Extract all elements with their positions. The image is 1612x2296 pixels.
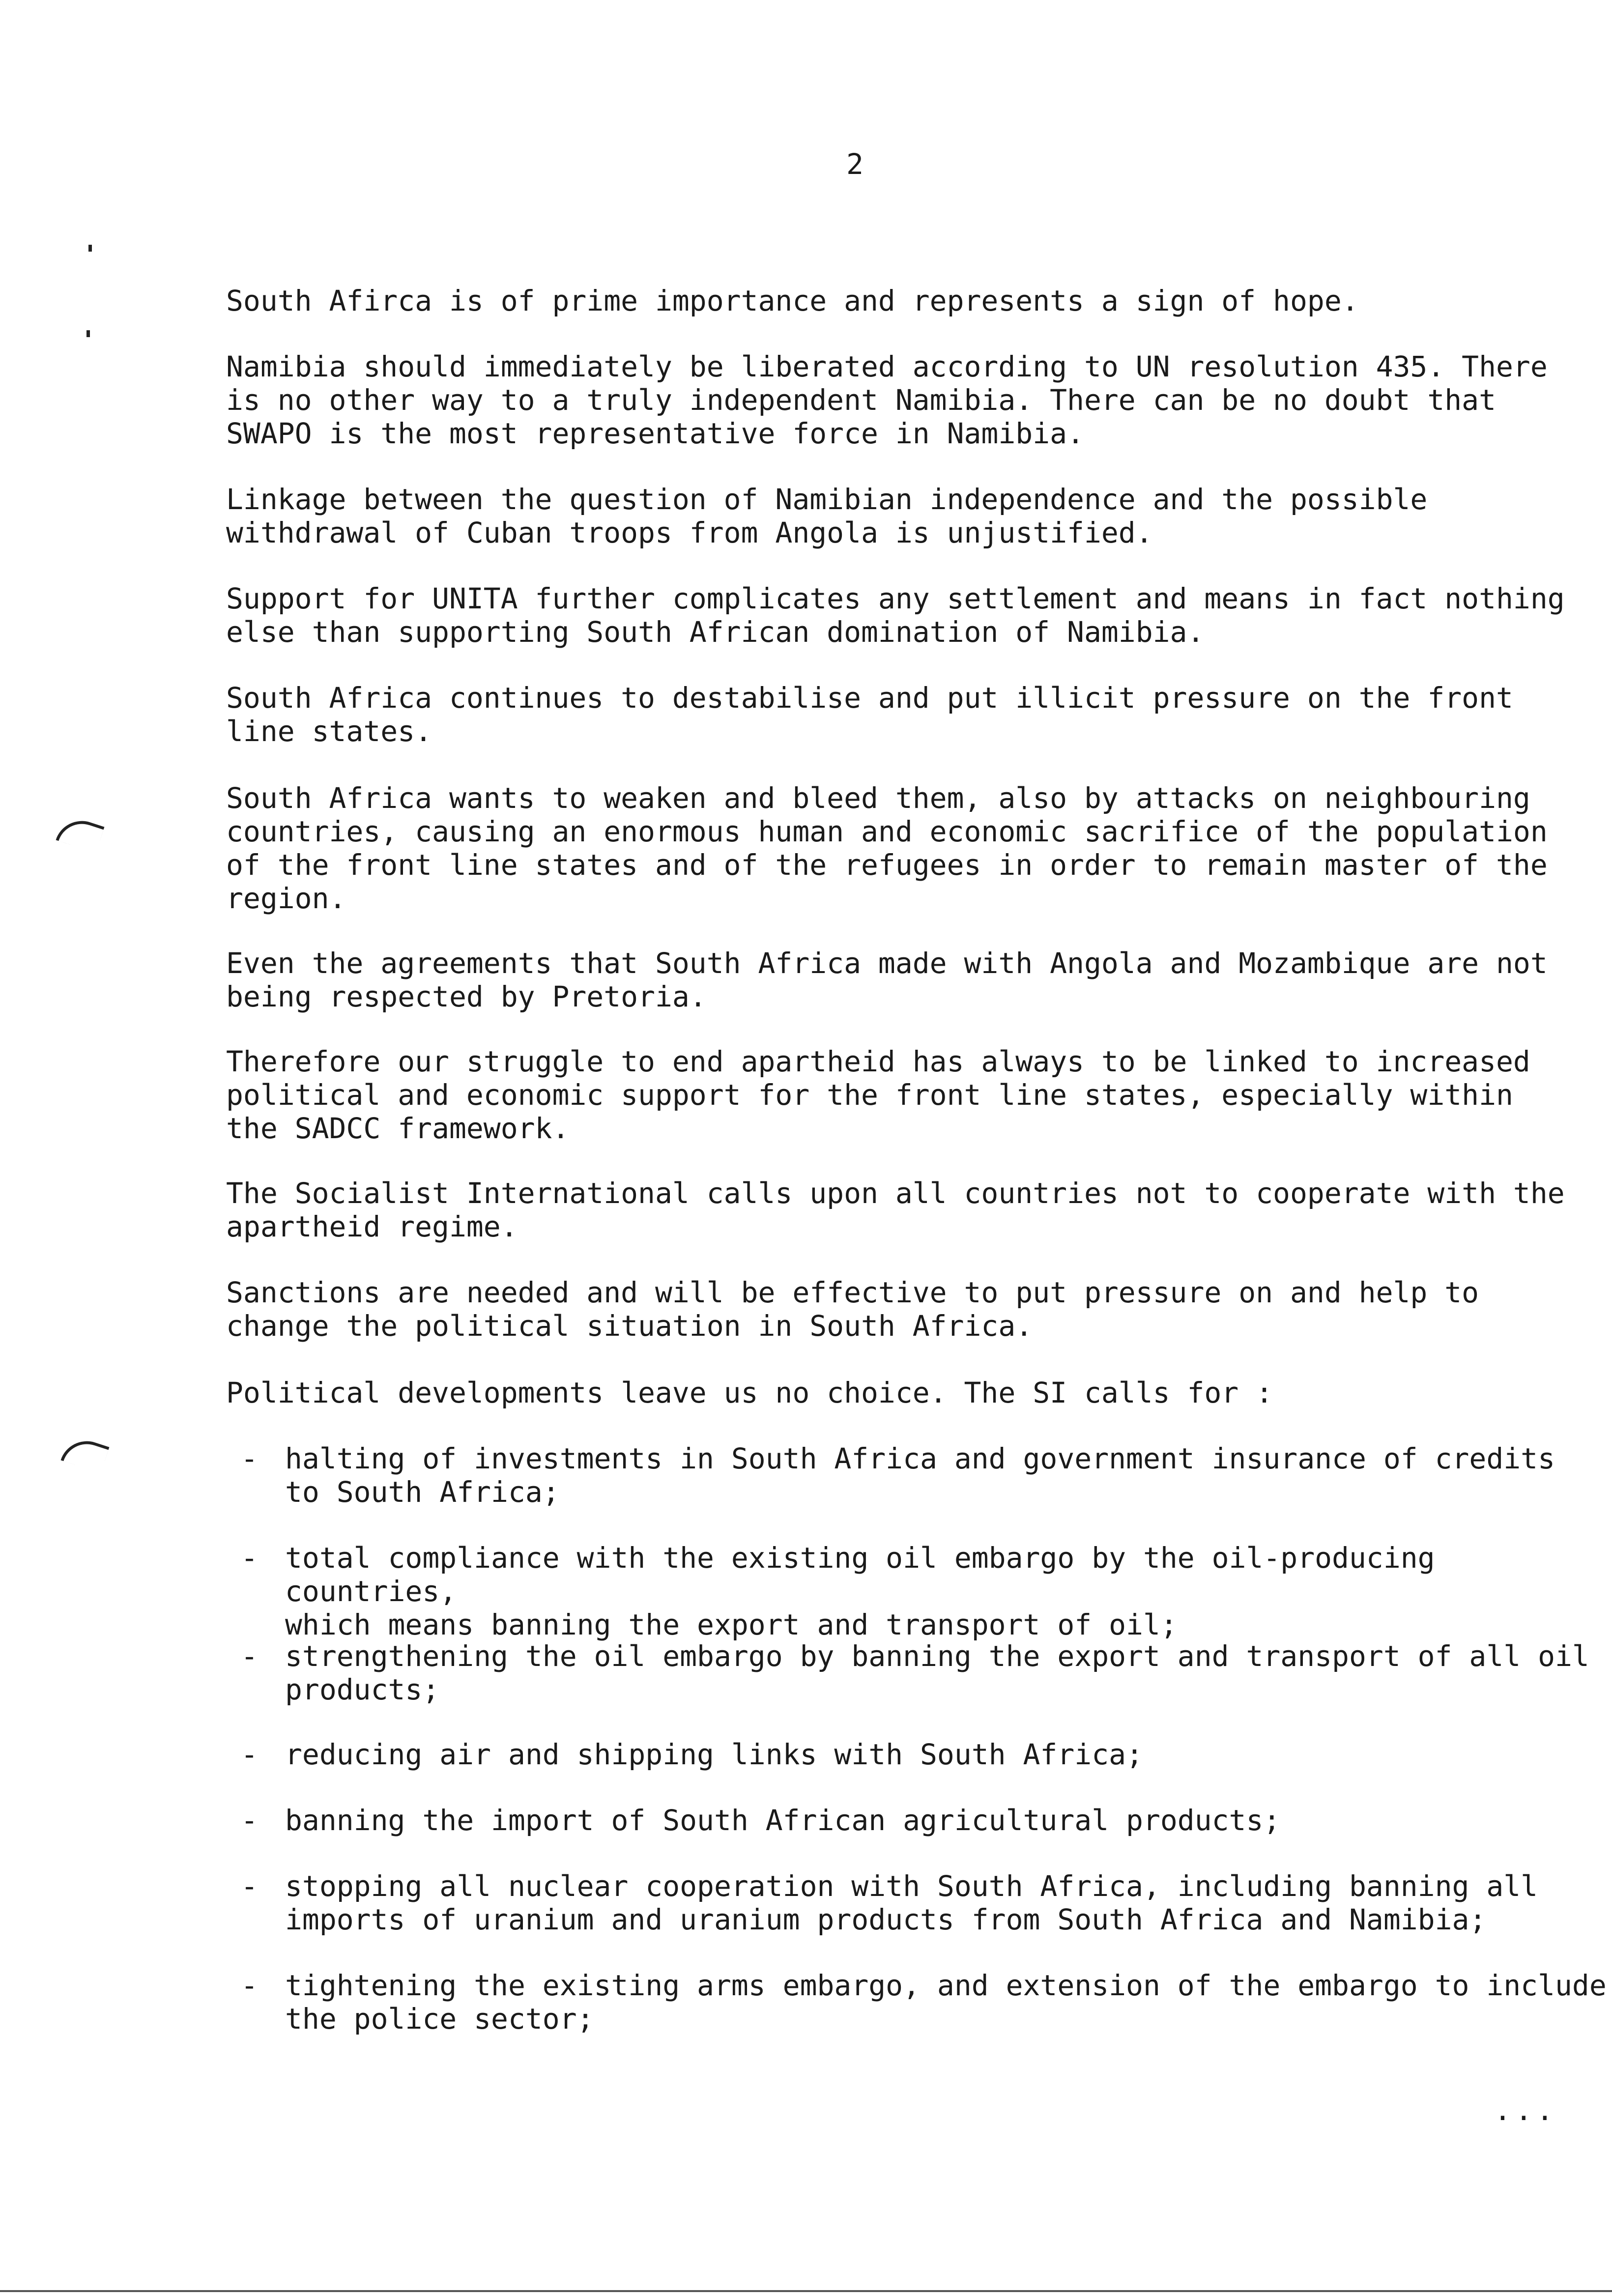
paragraph: Political developments leave us no choice. The SI calls for : xyxy=(226,1376,1273,1409)
scan-edge-line xyxy=(0,2290,1612,2292)
bullet-dash: - xyxy=(241,1969,258,2002)
paragraph: Sanctions are needed and will be effective to put pressure on and help to change the political situation in South Africa. xyxy=(226,1276,1479,1343)
paragraph: Linkage between the question of Namibian independence and the possible withdrawal of Cuban troops from Angola is unjustified. xyxy=(226,483,1428,549)
bullet-dash: - xyxy=(241,1541,258,1575)
list-item-text: total compliance with the existing oil embargo by the oil-producing countries, which means banning the export and transport of oil; xyxy=(285,1541,1435,1641)
paragraph: Therefore our struggle to end apartheid has always to be linked to increased political and economic support for the front line states, especially within the SADCC framework. xyxy=(226,1045,1530,1145)
list-item-text: stopping all nuclear cooperation with South Africa, including banning all imports of uranium and uranium products from South Africa and Namibia; xyxy=(285,1869,1538,1936)
margin-punch-mark xyxy=(56,814,104,853)
margin-mark xyxy=(86,330,90,337)
list-item-text: strengthening the oil embargo by banning the export and transport of all oil products; xyxy=(285,1639,1589,1706)
list-item-text: tightening the existing arms embargo, and extension of the embargo to include the police sector; xyxy=(285,1969,1607,2036)
bullet-dash: - xyxy=(241,1804,258,1837)
bullet-dash: - xyxy=(241,1869,258,1903)
paragraph: Namibia should immediately be liberated according to UN resolution 435. There is no other way to a truly independent Namibia. There can be no doubt that SWAPO is the most representative force in Namibia. xyxy=(226,350,1548,450)
bullet-dash: - xyxy=(241,1442,258,1475)
list-item-text: halting of investments in South Africa and government insurance of credits to South Africa; xyxy=(285,1442,1555,1509)
paragraph: South Africa continues to destabilise and put illicit pressure on the front line states. xyxy=(226,681,1513,748)
paragraph: The Socialist International calls upon all countries not to cooperate with the apartheid regime. xyxy=(226,1177,1565,1243)
paragraph: South Afirca is of prime importance and represents a sign of hope. xyxy=(226,284,1359,317)
continuation-mark: ... xyxy=(1494,2094,1557,2127)
paragraph: Even the agreements that South Africa made with Angola and Mozambique are not being respected by Pretoria. xyxy=(226,947,1548,1013)
paragraph: Support for UNITA further complicates any settlement and means in fact nothing else than supporting South African domination of Namibia. xyxy=(226,582,1565,649)
page-number: 2 xyxy=(846,147,864,181)
list-item-text: banning the import of South African agricultural products; xyxy=(285,1804,1281,1837)
bullet-dash: - xyxy=(241,1639,258,1673)
margin-punch-mark xyxy=(60,1434,109,1473)
list-item-text: reducing air and shipping links with South Africa; xyxy=(285,1738,1143,1771)
paragraph: South Africa wants to weaken and bleed them, also by attacks on neighbouring countries, causing an enormous human and economic sacrifice of the population of the front line states and of the refugees in order to remain master of the region. xyxy=(226,781,1548,915)
margin-mark xyxy=(88,245,92,252)
bullet-dash: - xyxy=(241,1738,258,1771)
